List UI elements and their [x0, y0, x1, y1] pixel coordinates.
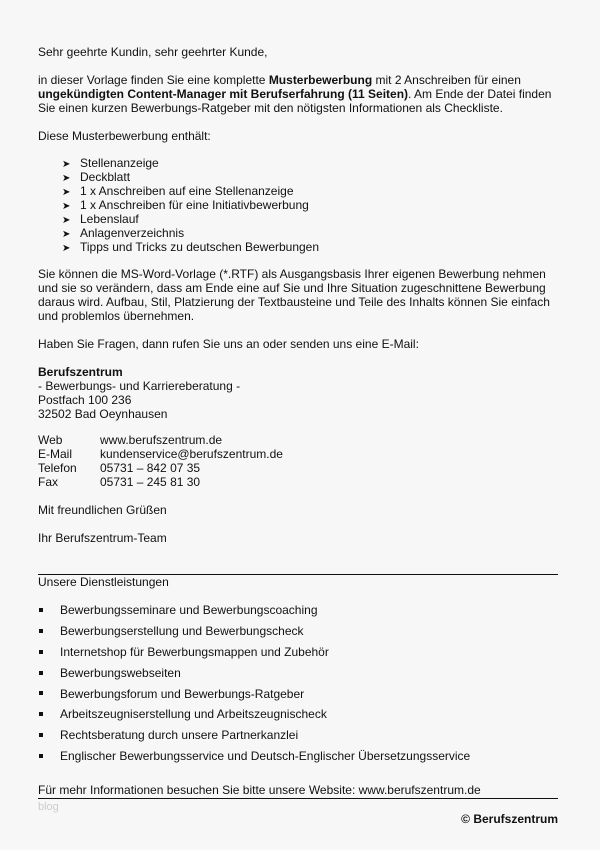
arrow-bullet-icon: ➤ [62, 187, 71, 198]
contact-label: Telefon [38, 461, 77, 475]
list-item [38, 687, 470, 708]
contact-value: 05731 – 245 81 30 [100, 475, 201, 489]
contact-label: Web [38, 433, 63, 447]
company-name: Berufszentrum [38, 365, 123, 379]
list-item [62, 226, 319, 240]
contact-value: www.berufszentrum.de [100, 433, 223, 447]
list-item [38, 728, 470, 749]
list-item-label: Bewerbungserstellung und Bewerbungscheck [60, 623, 304, 638]
city: 32502 Bad Oeynhausen [38, 407, 168, 421]
list-item-label: Tipps und Tricks zu deutschen Bewerbungen [80, 240, 320, 254]
square-bullet-icon [39, 691, 43, 695]
usage-line: und sie so verändern, dass am Ende eine auf Sie und Ihre Situation zugeschnittene Bewerbung [38, 281, 546, 295]
square-bullet-icon [39, 650, 43, 654]
list-item [38, 603, 470, 624]
list-item-label: Rechtsberatung durch unsere Partnerkanzlei [60, 728, 299, 743]
square-bullet-icon [39, 754, 43, 758]
closing: Mit freundlichen Grüßen [38, 503, 167, 517]
list-item-label: Internetshop für Bewerbungsmappen und Zubehör [60, 644, 329, 659]
arrow-bullet-icon: ➤ [62, 201, 71, 212]
list-item-label: Englischer Bewerbungsservice und Deutsch-Englischer Übersetzungsservice [60, 749, 471, 764]
list-item-label: 1 x Anschreiben für eine Initiativbewerbung [80, 198, 309, 212]
list-item-label: Lebenslauf [80, 212, 139, 226]
list-item [62, 170, 319, 184]
list-item [38, 707, 470, 728]
contact-value: 05731 – 842 07 35 [100, 461, 201, 475]
intro-text: in dieser Vorlage finden Sie eine komplette [38, 73, 269, 87]
square-bullet-icon [39, 671, 43, 675]
arrow-bullet-icon: ➤ [62, 215, 71, 226]
contact-row [38, 461, 283, 475]
questions-text: Haben Sie Fragen, dann rufen Sie uns an oder senden uns eine E-Mail: [38, 337, 419, 351]
list-item [62, 212, 319, 226]
list-item [62, 156, 319, 170]
company-tagline: - Bewerbungs- und Karriereberatung - [38, 379, 241, 393]
contact-value: kundenservice@berufszentrum.de [100, 447, 283, 461]
list-item [62, 198, 319, 212]
list-item [38, 645, 470, 666]
list-item-label: Anlagenverzeichnis [80, 226, 185, 240]
contents-list [62, 156, 319, 254]
list-item [38, 666, 470, 687]
intro-bold: ungekündigten Content-Manager mit Berufserfahrung (11 Seiten) [38, 87, 409, 101]
contact-label: Fax [38, 475, 59, 489]
arrow-bullet-icon: ➤ [62, 243, 71, 254]
intro-text: Sie einen kurzen Bewerbungs-Ratgeber mit den nötigsten Informationen als Checkliste. [38, 101, 503, 115]
contact-row [38, 447, 283, 461]
list-item-label: 1 x Anschreiben auf eine Stellenanzeige [80, 184, 294, 198]
usage-paragraph [38, 267, 560, 323]
contact-row [38, 433, 283, 447]
arrow-bullet-icon: ➤ [62, 229, 71, 240]
intro-text: . Am Ende der Datei finden [408, 87, 552, 101]
list-item [38, 624, 470, 645]
usage-line: daraus wird. Aufbau, Stil, Platzierung der Textbausteine und Teile des Inhalts können Sie einfach [38, 295, 550, 309]
list-item [62, 240, 319, 254]
square-bullet-icon [39, 733, 43, 737]
services-list [38, 603, 470, 770]
intro-bold: Musterbewerbung [268, 73, 373, 87]
contents-heading: Diese Musterbewerbung enthält: [38, 129, 211, 143]
arrow-bullet-icon: ➤ [62, 159, 71, 170]
list-item [38, 749, 470, 770]
watermark: blog [38, 801, 59, 813]
copyright: © Berufszentrum [461, 812, 558, 826]
list-item-label: Bewerbungsseminare und Bewerbungscoaching [60, 603, 318, 617]
square-bullet-icon [39, 629, 43, 633]
postbox: Postfach 100 236 [38, 393, 132, 407]
square-bullet-icon [39, 712, 43, 716]
list-item-label: Arbeitszeugniserstellung und Arbeitszeugnischeck [60, 707, 327, 722]
intro-text: mit 2 Anschreiben für einen [372, 73, 521, 87]
greeting: Sehr geehrte Kundin, sehr geehrter Kunde, [38, 45, 268, 59]
contact-table [38, 433, 283, 489]
more-info: Für mehr Informationen besuchen Sie bitte unsere Website: www.berufszentrum.de [38, 783, 481, 797]
list-item-label: Deckblatt [80, 170, 131, 184]
list-item-label: Bewerbungswebseiten [60, 665, 181, 680]
contact-row [38, 475, 283, 489]
square-bullet-icon [39, 608, 43, 612]
footer-divider [38, 798, 558, 799]
contact-label: E-Mail [38, 447, 73, 461]
arrow-bullet-icon: ➤ [62, 173, 71, 184]
address-block [38, 365, 560, 421]
services-heading: Unsere Dienstleistungen [38, 575, 169, 589]
usage-line: Sie können die MS-Word-Vorlage (*.RTF) als Ausgangsbasis Ihrer eigenen Bewerbung nehmen [38, 267, 546, 281]
usage-line: und problemlos übernehmen. [38, 309, 195, 323]
list-item-label: Bewerbungsforum und Bewerbungs-Ratgeber [60, 686, 305, 701]
list-item-label: Stellenanzeige [80, 156, 159, 170]
signature: Ihr Berufszentrum-Team [38, 531, 167, 545]
list-item [62, 184, 319, 198]
intro-paragraph [38, 73, 560, 115]
